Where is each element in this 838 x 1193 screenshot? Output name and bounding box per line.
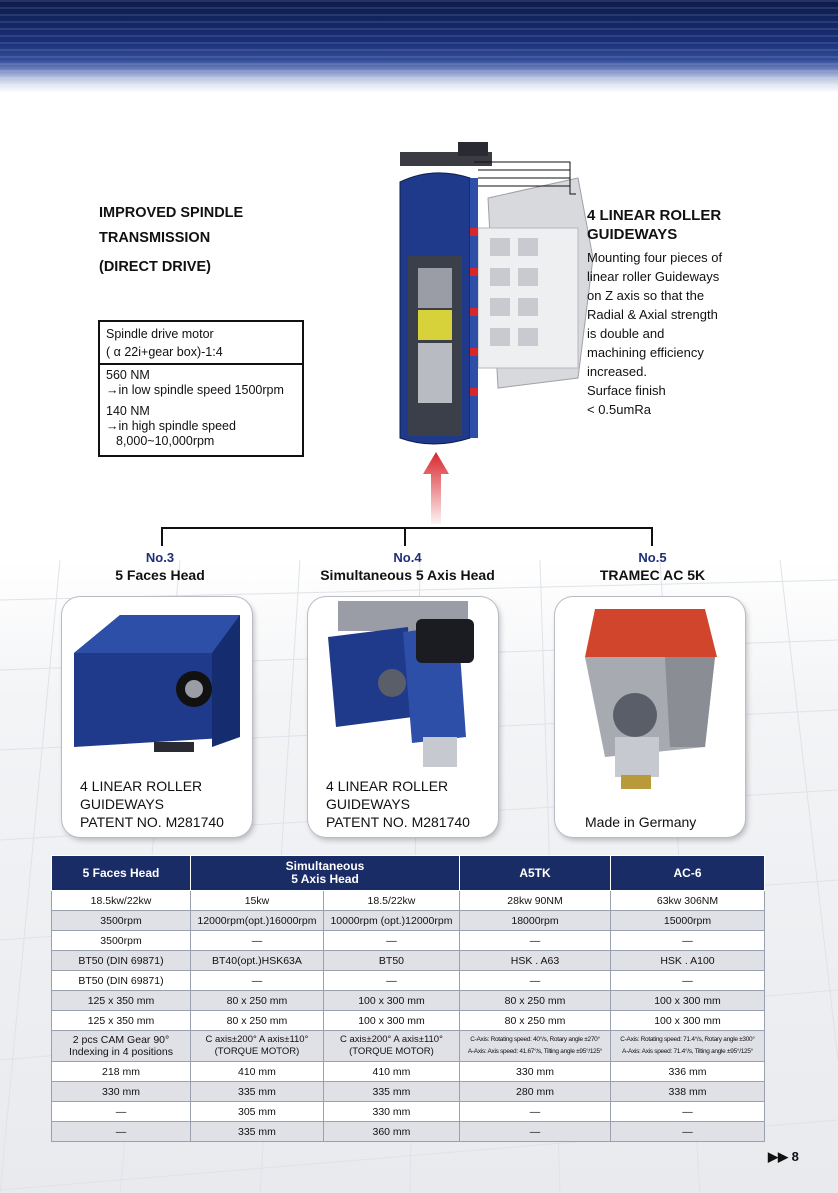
head-card-tramec — [555, 597, 745, 837]
table-cell: — — [52, 1102, 191, 1122]
table-cell: 80 x 250 mm — [460, 991, 611, 1011]
head-label-no5 — [580, 550, 725, 584]
card-line: 4 LINEAR ROLLER — [80, 778, 203, 794]
callout-line: < 0.5umRa — [587, 402, 651, 417]
table-cell: 305 mm — [191, 1102, 324, 1122]
col-header-5-faces: 5 Faces Head — [52, 856, 191, 891]
head-card-5-faces — [62, 597, 252, 837]
motor-spec: ( α 22i+gear box)-1:4 — [106, 345, 223, 359]
table-cell: 335 mm — [191, 1082, 324, 1102]
callout-line: on Z axis so that the — [587, 288, 705, 303]
table-row — [52, 1011, 765, 1031]
torque-low-note: →in low spindle speed 1500rpm — [106, 383, 284, 397]
table-row — [52, 891, 765, 911]
head-options-connector — [160, 526, 654, 548]
card-text — [80, 777, 224, 831]
guideways-callout — [587, 206, 757, 419]
callout-heading-1: 4 LINEAR ROLLER — [587, 207, 722, 224]
table-cell: — — [611, 931, 765, 951]
table-cell: — — [460, 1102, 611, 1122]
table-cell: 336 mm — [611, 1062, 765, 1082]
up-arrow-icon — [423, 452, 449, 524]
table-cell: BT40(opt.)HSK63A — [191, 951, 324, 971]
table-row — [52, 971, 765, 991]
motor-title: Spindle drive motor — [106, 327, 214, 341]
spindle-column-illustration — [378, 138, 598, 446]
five-faces-head-image — [62, 597, 252, 767]
table-cell: — — [611, 1122, 765, 1142]
page-number — [768, 1149, 799, 1165]
table-cell: 18.5/22kw — [323, 891, 459, 911]
table-header-row — [52, 856, 765, 891]
table-cell: 338 mm — [611, 1082, 765, 1102]
next-arrows-icon: ▶▶ — [768, 1149, 788, 1164]
callout-line: increased. — [587, 364, 647, 379]
intro-line-1: IMPROVED SPINDLE — [99, 205, 244, 221]
page-number-value: 8 — [791, 1149, 799, 1164]
head-number: No.4 — [393, 550, 422, 565]
header-banner-fade — [0, 60, 838, 100]
head-name: 5 Faces Head — [115, 567, 205, 583]
table-cell: — — [460, 931, 611, 951]
table-cell: C-Axis: Rotating speed: 40°/s, Rotary angle ±270° A-Axis: Axis speed: 41.67°/s, Tilting angle ±95°/125° — [460, 1031, 611, 1062]
table-cell: 125 x 350 mm — [52, 1011, 191, 1031]
callout-body — [587, 248, 757, 419]
table-cell: 100 x 300 mm — [611, 1011, 765, 1031]
table-cell: 3500rpm — [52, 931, 191, 951]
table-cell: BT50 (DIN 69871) — [52, 971, 191, 991]
table-cell: BT50 (DIN 69871) — [52, 951, 191, 971]
card-line: PATENT NO. M281740 — [80, 814, 224, 830]
table-cell: 18000rpm — [460, 911, 611, 931]
table-cell: 28kw 90NM — [460, 891, 611, 911]
five-axis-head-image — [308, 597, 498, 772]
table-cell: 63kw 306NM — [611, 891, 765, 911]
table-cell: 280 mm — [460, 1082, 611, 1102]
table-cell: C axis±200° A axis±110° (TORQUE MOTOR) — [323, 1031, 459, 1062]
tramec-head-image — [555, 597, 745, 807]
table-row — [52, 1062, 765, 1082]
card-text — [585, 813, 696, 831]
table-cell: 12000rpm(opt.)16000rpm — [191, 911, 324, 931]
motor-box-header — [100, 322, 302, 365]
table-cell: — — [611, 1102, 765, 1122]
table-row — [52, 931, 765, 951]
card-line: 4 LINEAR ROLLER — [326, 778, 449, 794]
card-line: PATENT NO. M281740 — [326, 814, 470, 830]
table-cell: 80 x 250 mm — [460, 1011, 611, 1031]
col-header-ac6: AC-6 — [611, 856, 765, 891]
table-cell: 335 mm — [323, 1082, 459, 1102]
callout-line: Radial & Axial strength — [587, 307, 718, 322]
head-name: Simultaneous 5 Axis Head — [320, 567, 495, 583]
card-text — [326, 777, 470, 831]
table-cell: 330 mm — [460, 1062, 611, 1082]
intro-line-3: (DIRECT DRIVE) — [99, 259, 211, 275]
table-row — [52, 1122, 765, 1142]
table-cell: HSK . A63 — [460, 951, 611, 971]
intro-line-2: TRANSMISSION — [99, 230, 211, 246]
table-cell: 15000rpm — [611, 911, 765, 931]
card-line: GUIDEWAYS — [326, 796, 411, 812]
table-cell: 410 mm — [323, 1062, 459, 1082]
head-name: TRAMEC AC 5K — [599, 567, 706, 583]
table-cell: — — [52, 1122, 191, 1142]
table-cell: 100 x 300 mm — [611, 991, 765, 1011]
table-row — [52, 1082, 765, 1102]
table-cell: 410 mm — [191, 1062, 324, 1082]
table-cell: 330 mm — [323, 1102, 459, 1122]
table-cell: — — [611, 971, 765, 991]
table-row — [52, 1102, 765, 1122]
callout-line: Mounting four pieces of — [587, 250, 723, 265]
head-card-simultaneous-5-axis — [308, 597, 498, 837]
table-cell: 335 mm — [191, 1122, 324, 1142]
table-cell: — — [323, 931, 459, 951]
col-header-a5tk: A5TK — [460, 856, 611, 891]
table-cell: 80 x 250 mm — [191, 991, 324, 1011]
callout-line: linear roller Guideways — [587, 269, 720, 284]
table-row — [52, 911, 765, 931]
callout-line: is double and — [587, 326, 665, 341]
torque-low: 560 NM — [106, 368, 150, 382]
table-cell: C-Axis: Rotating speed: 71.4°/s, Rotary angle ±300° A-Axis: Axis speed: 71.4°/s, Tilting angle ±95°/125° — [611, 1031, 765, 1062]
table-cell: HSK . A100 — [611, 951, 765, 971]
table-cell: 100 x 300 mm — [323, 1011, 459, 1031]
table-cell: BT50 — [323, 951, 459, 971]
head-number: No.5 — [638, 550, 667, 565]
table-cell: 360 mm — [323, 1122, 459, 1142]
table-cell: 3500rpm — [52, 911, 191, 931]
table-cell: 125 x 350 mm — [52, 991, 191, 1011]
head-label-no3 — [90, 550, 230, 584]
torque-high: 140 NM — [106, 404, 150, 418]
head-label-no4 — [300, 550, 515, 584]
head-number: No.3 — [145, 550, 175, 565]
table-row — [52, 951, 765, 971]
table-cell: 18.5kw/22kw — [52, 891, 191, 911]
table-cell: — — [323, 971, 459, 991]
table-cell: — — [460, 1122, 611, 1142]
card-line: Made in Germany — [585, 814, 697, 830]
table-cell: 100 x 300 mm — [323, 991, 459, 1011]
table-row — [52, 1031, 765, 1062]
spec-table — [51, 855, 765, 1142]
torque-high-range: 8,000~10,000rpm — [116, 434, 215, 448]
callout-line: Surface finish — [587, 383, 666, 398]
intro-title — [99, 201, 243, 280]
callout-heading-2: GUIDEWAYS — [587, 226, 678, 243]
table-cell: 330 mm — [52, 1082, 191, 1102]
spindle-motor-box — [98, 320, 304, 457]
callout-line: machining efficiency — [587, 345, 704, 360]
table-cell: 10000rpm (opt.)12000rpm — [323, 911, 459, 931]
table-cell: C axis±200° A axis±110° (TORQUE MOTOR) — [191, 1031, 324, 1062]
card-line: GUIDEWAYS — [80, 796, 165, 812]
table-row — [52, 991, 765, 1011]
table-cell: — — [191, 931, 324, 951]
table-cell: — — [191, 971, 324, 991]
table-cell: 218 mm — [52, 1062, 191, 1082]
motor-box-body — [100, 365, 302, 452]
table-cell: 15kw — [191, 891, 324, 911]
table-cell: 80 x 250 mm — [191, 1011, 324, 1031]
col-header-simultaneous: Simultaneous 5 Axis Head — [191, 856, 460, 891]
torque-high-note: →in high spindle speed — [106, 419, 236, 433]
table-cell: — — [460, 971, 611, 991]
table-cell: 2 pcs CAM Gear 90° Indexing in 4 positions — [52, 1031, 191, 1062]
